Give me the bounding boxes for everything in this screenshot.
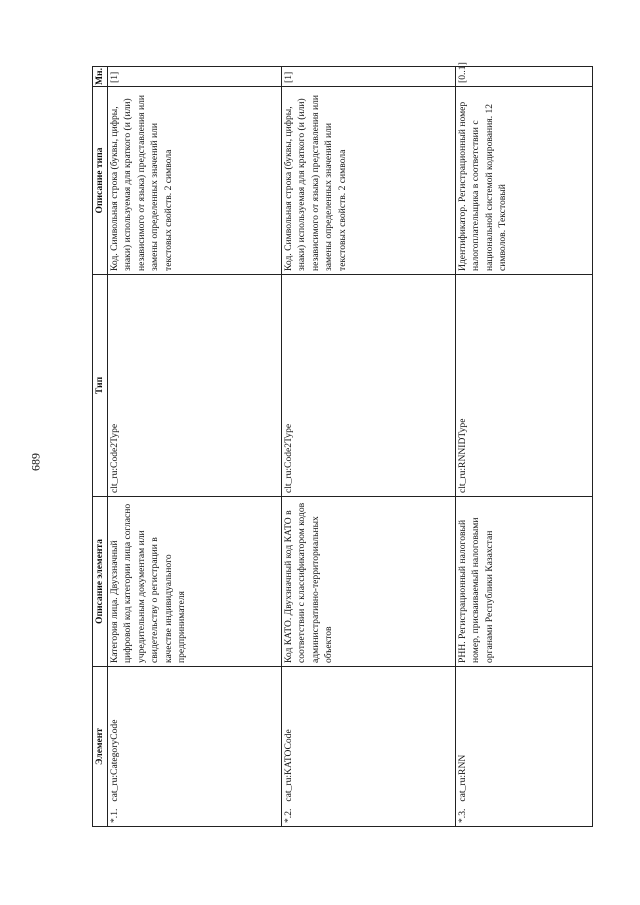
- multiplicity-cell: [1]: [282, 67, 456, 87]
- header-multiplicity: Мн.: [93, 67, 108, 87]
- element-name: cat_ru:KATOCode: [283, 729, 294, 802]
- header-element: Элемент: [93, 667, 108, 827]
- type-cell: clt_ru:Code2Type: [108, 275, 282, 497]
- element-cell: [108, 667, 282, 827]
- type-cell: clt_ru:RNNIDType: [456, 275, 593, 497]
- page-number: 689: [28, 453, 43, 471]
- element-description-cell: РНН. Регистрационный налоговый номер, присваиваемый налоговыми органами Республики Казахстан: [456, 497, 593, 667]
- element-number: *.3.: [457, 808, 468, 823]
- element-description-cell: Код КАТО. Двухзначный код КАТО в соответствии с классификатором кодов административно-территориальных объектов: [282, 497, 456, 667]
- element-number: *.2.: [283, 808, 294, 823]
- element-name: cat_ru:RNN: [457, 754, 468, 802]
- table-row: [456, 67, 593, 827]
- multiplicity-cell: [0..1]: [456, 67, 593, 87]
- header-type: Тип: [93, 275, 108, 497]
- header-type-description: Описание типа: [93, 87, 108, 275]
- element-table: [92, 62, 543, 827]
- table-row: [282, 67, 456, 827]
- multiplicity-cell: [1]: [108, 67, 282, 87]
- element-cell: [456, 667, 593, 827]
- type-description-cell: Код. Символьная строка (буквы, цифры, знаки) используемая для краткого (и (или) независимого от языка) представления или замены определенных значений или текстовых свойств. 2 символа: [282, 87, 456, 275]
- element-number: *.1.: [109, 808, 120, 823]
- type-description-cell: Код. Символьная строка (буквы, цифры, знаки) используемая для краткого (и (или) независимого от языка) представления или замены определенных значений или текстовых свойств. 2 символа: [108, 87, 282, 275]
- element-name: cat_ru:CategoryCode: [109, 719, 120, 802]
- type-description-cell: Идентификатор. Регистрационный номер налогоплательщика в соответствии с национальной системой кодирования. 12 символов. Текстовый: [456, 87, 593, 275]
- type-cell: clt_ru:Code2Type: [282, 275, 456, 497]
- table-row: [108, 67, 282, 827]
- table-header-row: [93, 67, 108, 827]
- element-cell: [282, 667, 456, 827]
- element-description-cell: Категория лица. Двухзначный цифровой код категории лица согласно учредительным документам или свидетельству о регистрации в качестве индивидуального предпринимателя: [108, 497, 282, 667]
- header-element-description: Описание элемента: [93, 497, 108, 667]
